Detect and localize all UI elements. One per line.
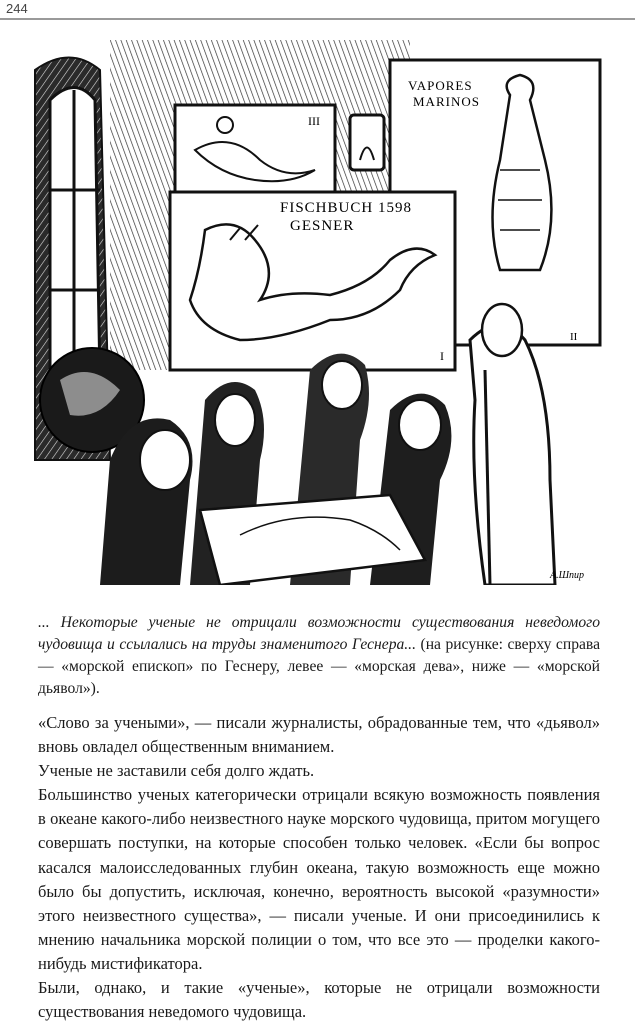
panel-main-numeral: I — [440, 349, 444, 363]
page-number: 244 — [6, 1, 28, 16]
panel-right-numeral: II — [570, 331, 578, 343]
illustration-caption — [38, 612, 600, 700]
caption-italic: ... Некоторые ученые не отрицали возможности существования неведомого чудовища и ссылались на труды знаменитого Геснера... — [38, 614, 600, 653]
paragraph-4: Были, однако, и такие «ученые», которые не отрицали возможности существования неведомого чудовища. — [38, 978, 600, 1022]
panel-tr-title-1: VAPORES — [408, 78, 473, 93]
paragraph-3: Большинство ученых категорически отрицали всякую возможность появления в океане какого-либо неизвестного науке морского чудовища, притом могущего совершать поступки, на которые способен только человек. «Если бы вопрос касался малоисследованных глубин океана, такую возможность еще можно было бы допустить, исключая, конечно, вероятность высокой «разумности» этого неизвестного существа», — писали ученые. И они присоединились к мнению начальника морской полиции о том, что все это — проделки какого-нибудь мистификатора. — [38, 785, 600, 973]
panel-tr-title-2: MARINOS — [413, 94, 480, 109]
illustration — [30, 40, 605, 585]
header-rule — [0, 18, 635, 20]
panel-main-title-2: GESNER — [290, 218, 355, 234]
paragraph-1: «Слово за учеными», — писали журналисты, обрадованные тем, что «дьявол» вновь овладел общественным вниманием. — [38, 713, 600, 757]
caption-plain: (на рисунке: сверху справа — «морской епископ» по Геснеру, левее — «морская дева», ниже — «морской дьявол»). — [38, 636, 600, 697]
panel-main-title-1: FISCHBUCH 1598 — [280, 200, 412, 216]
body-text — [38, 711, 600, 1024]
illustration-signature: А.Шпир — [550, 570, 585, 581]
paragraph-2: Ученые не заставили себя долго ждать. — [38, 761, 315, 781]
panel-small-numeral: III — [308, 114, 320, 128]
